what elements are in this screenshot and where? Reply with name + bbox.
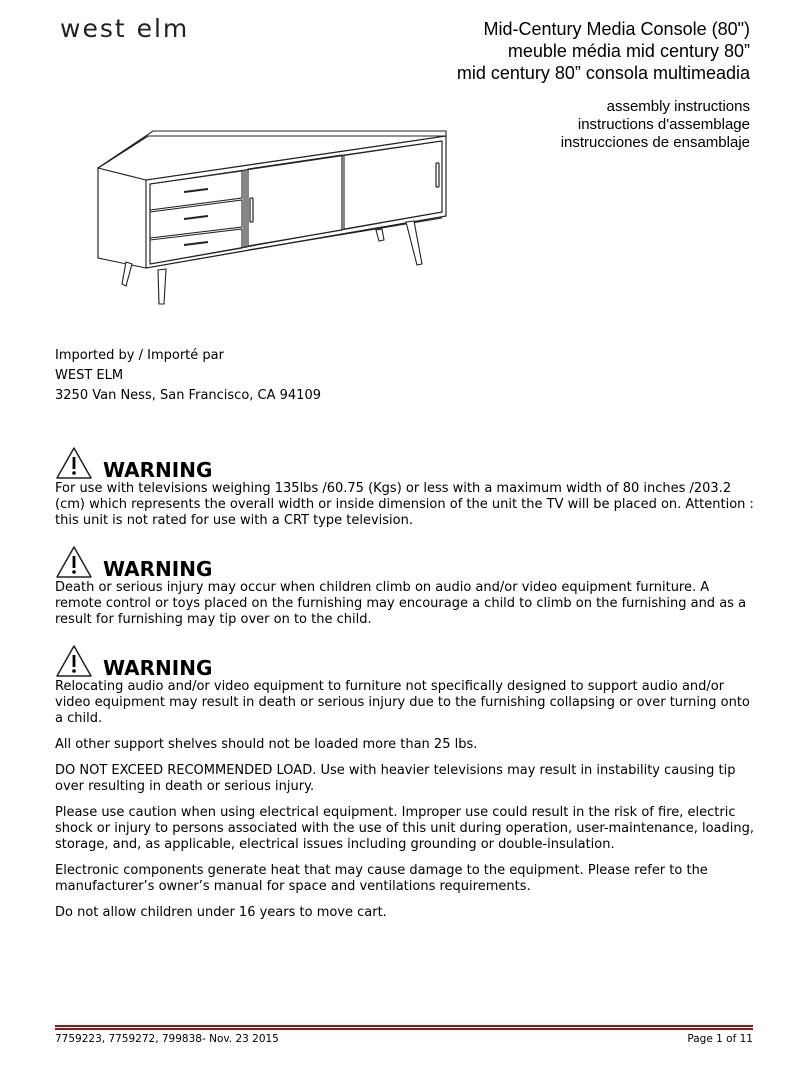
warning-title: WARNING — [103, 557, 213, 581]
subtitle-fr: instructions d'assemblage — [577, 116, 750, 133]
page-number: Page 1 of 11 — [687, 1033, 753, 1045]
title-en: Mid-Century Media Console (80") — [483, 19, 750, 39]
title-es: mid century 80” consola multimeadia — [456, 63, 750, 83]
safety-content — [55, 440, 755, 931]
importer-name: WEST ELM — [55, 368, 124, 383]
footer-codes: 7759223, 7759272, 799838- Nov. 23 2015 — [55, 1033, 279, 1045]
warning-title: WARNING — [103, 656, 213, 680]
warning-header — [55, 638, 755, 678]
warning-block — [55, 440, 755, 529]
paragraph: DO NOT EXCEED RECOMMENDED LOAD. Use with heavier televisions may result in instability causing tip over resulting in death or serious injury. — [55, 763, 736, 794]
subtitle-es: instrucciones de ensamblaje — [560, 134, 750, 151]
warning-text: Relocating audio and/or video equipment to furniture not specifically designed to support audio and/or video equipment may result in death or serious injury due to the furnishing collapsing or over turning onto a child. — [55, 679, 750, 726]
warning-text: For use with televisions weighing 135lbs /60.75 (Kgs) or less with a maximum width of 80 inches /203.2 (cm) which represents the overall width or inside dimension of the unit the TV will be placed on. Attention : this unit is not rated for use with a CRT type television. — [55, 481, 754, 528]
importer-address: 3250 Van Ness, San Francisco, CA 94109 — [55, 388, 321, 403]
warning-triangle-icon — [55, 545, 93, 579]
warning-title: WARNING — [103, 458, 213, 482]
paragraph: Electronic components generate heat that may cause damage to the equipment. Please refer to the manufacturer’s owner’s manual for space and ventilations requirements. — [55, 863, 708, 894]
media-console-illustration — [96, 118, 456, 308]
title-fr: meuble média mid century 80” — [507, 41, 750, 61]
warning-header — [55, 539, 755, 579]
warning-text: Death or serious injury may occur when children climb on audio and/or video equipment furniture. A remote control or toys placed on the furnishing may encourage a child to climb on the furnishing and as a result for furnishing may tip over on to the child. — [55, 580, 747, 627]
importer-info — [55, 346, 321, 406]
subtitle-en: assembly instructions — [606, 98, 750, 115]
footer-divider — [55, 1025, 753, 1030]
warning-header — [55, 440, 755, 480]
paragraph: Please use caution when using electrical equipment. Improper use could result in the risk of fire, electric shock or injury to persons associated with the use of this unit during operation, user-maintenance, loading, storage, and, as applicable, electrical issues including grounding or double-insulation. — [55, 805, 754, 852]
warning-triangle-icon — [55, 446, 93, 480]
warning-block — [55, 638, 755, 727]
warning-triangle-icon — [55, 644, 93, 678]
document-title — [457, 18, 750, 84]
document-subtitle — [561, 98, 750, 152]
importer-line: Imported by / Importé par — [55, 348, 224, 363]
page-footer — [55, 1033, 753, 1045]
brand-logo: west elm — [60, 14, 190, 43]
paragraph: Do not allow children under 16 years to move cart. — [55, 905, 387, 920]
paragraph: All other support shelves should not be loaded more than 25 lbs. — [55, 737, 478, 752]
warning-block — [55, 539, 755, 628]
